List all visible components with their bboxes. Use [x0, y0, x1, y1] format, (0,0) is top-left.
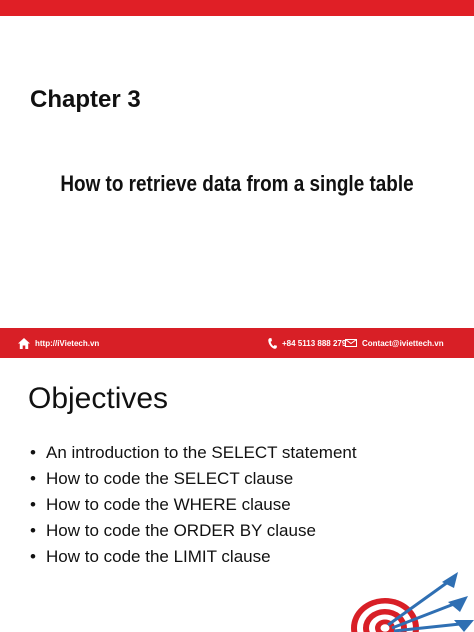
footer-email[interactable] — [345, 328, 444, 358]
list-item: • An introduction to the SELECT statement — [28, 440, 357, 466]
list-item: • How to code the SELECT clause — [28, 466, 357, 492]
list-item: • How to code the WHERE clause — [28, 492, 357, 518]
list-item: • How to code the ORDER BY clause — [28, 518, 357, 544]
bullet-dot: • — [30, 521, 36, 540]
chapter-subtitle: How to retrieve data from a single table — [60, 171, 414, 196]
chapter-heading: Chapter 3 — [30, 86, 141, 113]
top-accent-band — [0, 0, 474, 16]
footer-website[interactable] — [18, 328, 99, 358]
bullet-dot: • — [30, 443, 36, 462]
mail-icon — [345, 339, 357, 347]
list-item: • How to code the LIMIT clause — [28, 544, 357, 570]
footer-bar — [0, 328, 474, 358]
objectives-slide — [0, 358, 474, 632]
footer-phone — [268, 328, 346, 358]
website-link[interactable]: http://iVietech.vn — [35, 338, 100, 348]
bullet-dot: • — [30, 469, 36, 488]
bullet-dot: • — [30, 547, 36, 566]
phone-number: +84 5113 888 279 — [282, 338, 347, 348]
target-with-darts-icon — [330, 570, 474, 632]
bullet-dot: • — [30, 495, 36, 514]
objectives-list — [28, 440, 357, 570]
home-icon — [18, 338, 30, 349]
phone-icon — [268, 338, 277, 349]
objectives-heading: Objectives — [28, 382, 169, 415]
email-link[interactable]: Contact@iviettech.vn — [362, 338, 444, 348]
